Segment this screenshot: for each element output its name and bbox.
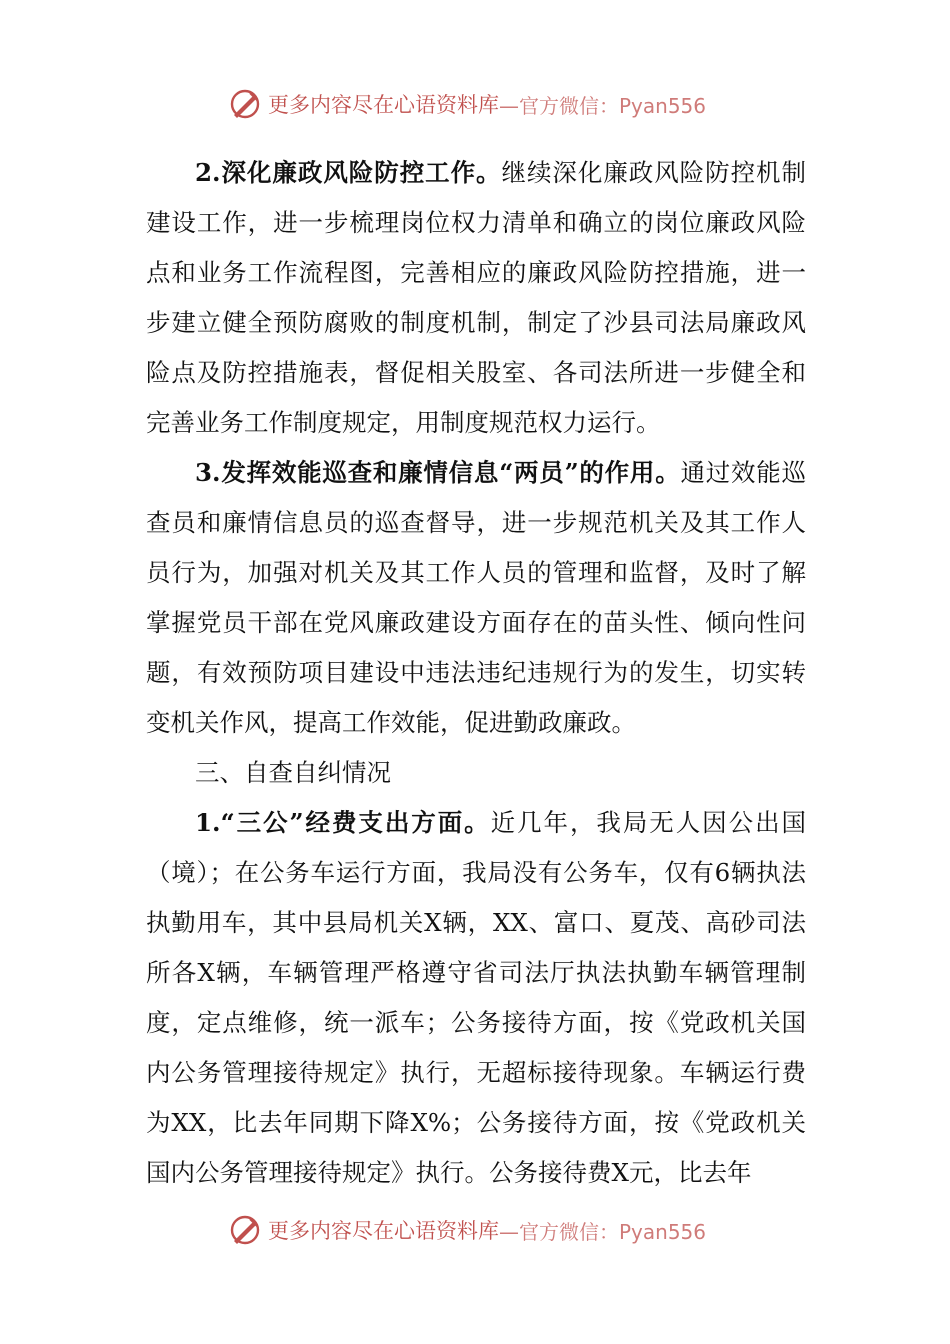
paragraph-text: 继续深化廉政风险防控机制建设工作，进一步梳理岗位权力清单和确立的岗位廉政风险点和业务工作流程图，完善相应的廉政风险防控措施，进一步建立健全预防腐败的制度机制，制定了沙县司法局廉政风险点及防控措施表，督促相关股室、各司法所进一步健全和完善业务工作制度规定，用制度规范权力运行。 [146, 158, 806, 437]
document-body [146, 148, 806, 1198]
header-watermark [228, 84, 748, 124]
watermark-main-text: 更多内容尽在心语资料库 [268, 1219, 499, 1243]
section-heading-text: 三、自查自纠情况 [195, 758, 391, 787]
pen-circle-logo-icon [228, 87, 262, 121]
paragraph [146, 798, 806, 1198]
watermark-main-text: 更多内容尽在心语资料库 [268, 93, 499, 117]
pen-circle-logo-icon [228, 1213, 262, 1247]
watermark-contact-text: —官方微信：Pyan556 [499, 1219, 707, 1244]
paragraph [146, 148, 806, 448]
paragraph-text: 通过效能巡查员和廉情信息员的巡查督导，进一步规范机关及其工作人员行为，加强对机关及其工作人员的管理和监督，及时了解掌握党员干部在党风廉政建设方面存在的苗头性、倾向性问题，有效预防项目建设中违法违纪违规行为的发生，切实转变机关作风，提高工作效能，促进勤政廉政。 [146, 458, 807, 737]
paragraph-heading: 3.发挥效能巡查和廉情信息“两员”的作用。 [195, 458, 681, 487]
paragraph [146, 448, 806, 748]
paragraph-text: 近几年，我局无人因公出国（境）；在公务车运行方面，我局没有公务车，仅有6辆执法执勤用车，其中县局机关X辆，XX、富口、夏茂、高砂司法所各X辆，车辆管理严格遵守省司法厅执法执勤车辆管理制度，定点维修，统一派车；公务接待方面，按《党政机关国内公务管理接待规定》执行，无超标接待现象。车辆运行费为XX，比去年同期下降X%；公务接待方面，按《党政机关国内公务管理接待规定》执行。公务接待费X元，比去年 [146, 808, 807, 1187]
section-heading [146, 748, 806, 798]
paragraph-heading: 1.“三公”经费支出方面。 [195, 808, 491, 837]
watermark-contact-text: —官方微信：Pyan556 [499, 93, 707, 118]
footer-watermark [228, 1210, 748, 1250]
paragraph-heading: 2.深化廉政风险防控工作。 [195, 158, 502, 187]
